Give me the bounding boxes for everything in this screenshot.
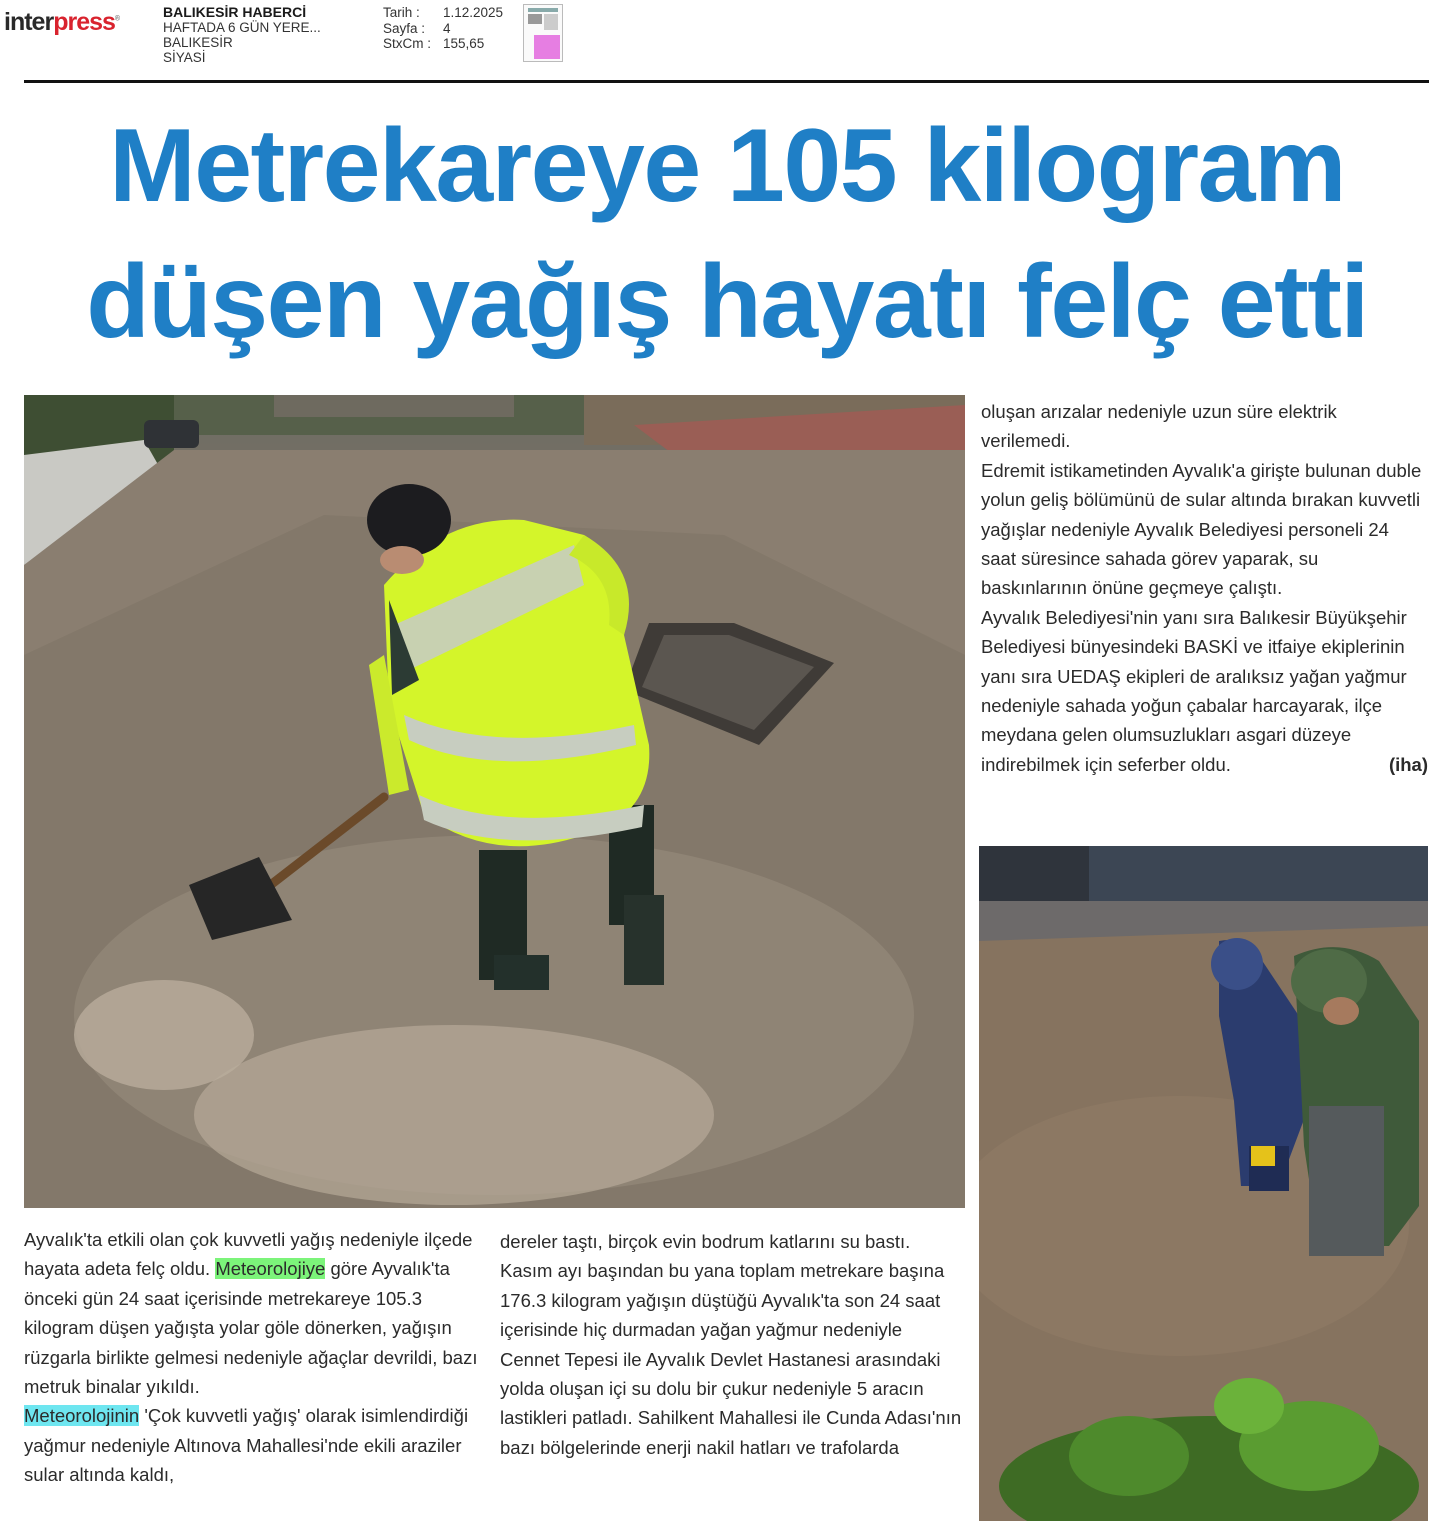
- highlight-meteorolojinin: Meteorolojinin: [24, 1405, 140, 1427]
- clip-meta: [383, 5, 503, 52]
- left-paragraph-1: [24, 1225, 480, 1401]
- logo-main-text: inter: [4, 8, 54, 36]
- thumb-headline-block: [528, 8, 558, 12]
- mid-paragraph-2: Kasım ayı başından bu yana toplam metrekare başına 176.3 kilogram yağışın düştüğü Ayvalık'ta son 24 saat içerisinde hiç durmadan yağan yağmur nedeniyle Cennet Tepesi ile Ayvalık Devlet Hastanesi arasındaki yolda oluşan içi su dolu bir çukur nedeniyle 5 aracın lastikleri patladı. Sahilkent Mahallesi ile Cunda Adası'nın bazı bölgelerinde enerji nakil hatları ve trafolarda: [500, 1260, 962, 1458]
- stxcm-value: 155,65: [443, 36, 485, 51]
- page-value: 4: [443, 20, 451, 36]
- interpress-logo: [4, 8, 119, 37]
- stxcm-label: StxCm :: [383, 36, 432, 51]
- thumb-photo-block: [528, 14, 542, 24]
- publication-region: BALIKESİR: [163, 35, 233, 50]
- mid-paragraph-1: dereler taştı, birçok evin bodrum katlarını su bastı.: [500, 1231, 911, 1252]
- left-paragraph-2: [24, 1401, 480, 1489]
- highlight-meteorolojiye: Meteorolojiye: [215, 1258, 326, 1280]
- side-photo: [979, 846, 1428, 1521]
- right-paragraph-3: [981, 603, 1428, 779]
- article-column-right: [981, 397, 1428, 779]
- headline-line-2: düşen yağış hayatı felç etti: [86, 244, 1368, 360]
- publication-name: BALIKESİR HABERCİ: [163, 4, 307, 20]
- left-p2-text-b: 'Çok kuvvetli yağış' olarak isimlendirdiği yağmur nedeniyle Altınova Mahallesi'nde ekili araziler sular altında kaldı,: [24, 1405, 469, 1486]
- date-value: 1.12.2025: [443, 5, 504, 20]
- article-column-left: [24, 1225, 480, 1490]
- thumb-highlight-block: [534, 35, 560, 59]
- page-thumbnail[interactable]: [523, 4, 563, 62]
- side-photo-illustration: [979, 846, 1428, 1521]
- header-divider: [24, 80, 1429, 83]
- thumb-text-block: [544, 14, 558, 30]
- article-headline: [22, 98, 1432, 370]
- publication-info: [163, 5, 321, 65]
- registered-mark: ®: [114, 15, 120, 23]
- date-label: Tarih :: [383, 5, 420, 20]
- article-column-middle: [500, 1227, 962, 1462]
- left-p1-text-b: göre Ayvalık'ta önceki gün 24 saat içerisinde metrekareye 105.3 kilogram düşen yağışta yolar göle dönerken, yağışın rüzgarla birlikte gelmesi nedeniyle ağaçlar devrildi, bazı metruk binalar yıkıldı.: [24, 1258, 478, 1398]
- main-photo-illustration: [24, 395, 965, 1208]
- publication-category: SİYASİ: [163, 50, 206, 65]
- page-label: Sayfa :: [383, 20, 426, 36]
- right-paragraph-2: Edremit istikametinden Ayvalık'a girişte bulunan duble yolun geliş bölümünü de sular altında bırakan kuvvetli yağışlar nedeniyle Ayvalık Belediyesi personeli 24 saat süresince sahada görev yaparak, su baskınlarının önüne geçmeye çalıştı.: [981, 459, 1422, 599]
- main-photo: [24, 395, 965, 1208]
- right-paragraph-3-text: Ayvalık Belediyesi'nin yanı sıra Balıkesir Büyükşehir Belediyesi bünyesindeki BASKİ ve itfaiye ekiplerinin yanı sıra UEDAŞ ekipleri de aralıksız yağan yağmur nedeniyle sahada yoğun çabalar harcayarak, ilçe meydana gelen olumsuzlukları asgari düzeye indirebilmek için seferber oldu.: [981, 606, 1407, 775]
- headline-line-1: Metrekareye 105 kilogram: [109, 108, 1345, 224]
- publication-frequency: HAFTADA 6 GÜN YERE...: [163, 20, 321, 35]
- left-p1-text-a: Ayvalık'ta etkili olan çok kuvvetli yağış nedeniyle ilçede hayata adeta felç oldu.: [24, 1229, 473, 1280]
- news-source: (iha): [1388, 753, 1428, 775]
- right-paragraph-1: oluşan arızalar nedeniyle uzun süre elektrik verilemedi.: [981, 401, 1337, 452]
- logo-accent-text: press: [53, 8, 115, 36]
